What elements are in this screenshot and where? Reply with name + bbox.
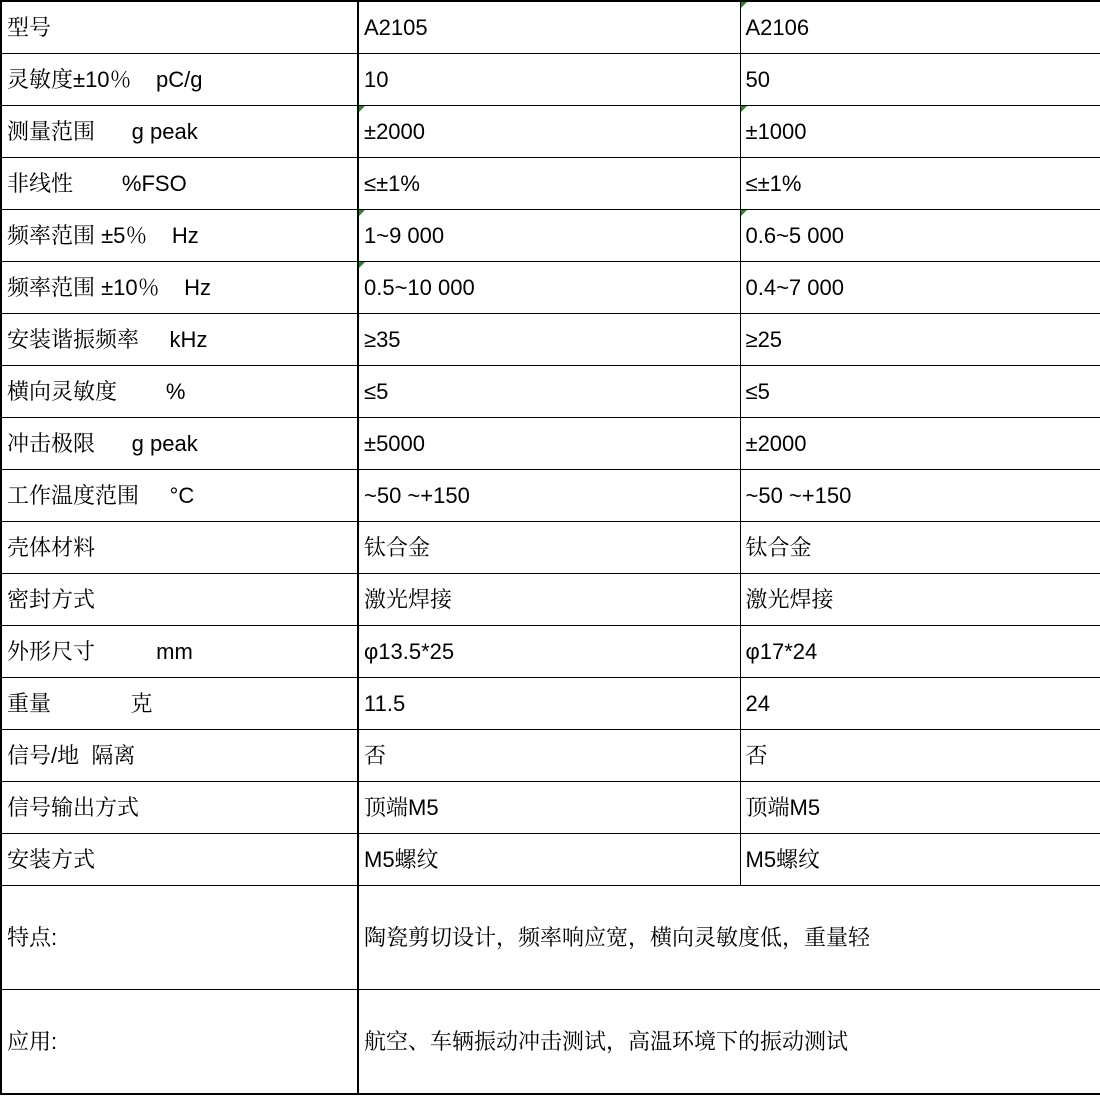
value-a2106: 钛合金 (740, 522, 1100, 574)
application-row (1, 990, 1100, 1095)
table-row (1, 626, 1100, 678)
value-a2106: ±1000 (740, 106, 1100, 158)
value-a2106: ≤±1% (740, 158, 1100, 210)
spec-table-body (1, 1, 1100, 1094)
row-label: 工作温度范围 °C (1, 470, 358, 522)
table-row (1, 54, 1100, 106)
table-row (1, 834, 1100, 886)
value-a2106: ±2000 (740, 418, 1100, 470)
value-a2105: 11.5 (358, 678, 740, 730)
table-row (1, 418, 1100, 470)
application-value: 航空、车辆振动冲击测试，高温环境下的振动测试 (358, 990, 1100, 1095)
value-a2105: 否 (358, 730, 740, 782)
table-row (1, 574, 1100, 626)
row-label: 灵敏度±10％ pC/g (1, 54, 358, 106)
table-row (1, 366, 1100, 418)
value-a2105: ≥35 (358, 314, 740, 366)
value-a2106: 0.4~7 000 (740, 262, 1100, 314)
value-a2106: 激光焊接 (740, 574, 1100, 626)
row-label: 安装谐振频率 kHz (1, 314, 358, 366)
row-label: 冲击极限 g peak (1, 418, 358, 470)
table-row (1, 158, 1100, 210)
row-label: 外形尺寸 mm (1, 626, 358, 678)
value-a2106: 顶端M5 (740, 782, 1100, 834)
row-label: 重量 克 (1, 678, 358, 730)
value-a2105: φ13.5*25 (358, 626, 740, 678)
value-a2106: M5螺纹 (740, 834, 1100, 886)
value-a2106: 0.6~5 000 (740, 210, 1100, 262)
value-a2105: M5螺纹 (358, 834, 740, 886)
value-a2105: 1~9 000 (358, 210, 740, 262)
value-a2106: ~50 ~+150 (740, 470, 1100, 522)
value-a2106: 否 (740, 730, 1100, 782)
row-label: 密封方式 (1, 574, 358, 626)
application-label: 应用: (1, 990, 358, 1095)
row-label: 安装方式 (1, 834, 358, 886)
value-a2105: ±5000 (358, 418, 740, 470)
value-a2105: 激光焊接 (358, 574, 740, 626)
row-label: 横向灵敏度 % (1, 366, 358, 418)
table-row (1, 314, 1100, 366)
features-label: 特点: (1, 886, 358, 990)
table-row (1, 522, 1100, 574)
value-a2106: 24 (740, 678, 1100, 730)
row-label: 测量范围 g peak (1, 106, 358, 158)
features-value: 陶瓷剪切设计，频率响应宽，横向灵敏度低，重量轻 (358, 886, 1100, 990)
table-row (1, 470, 1100, 522)
features-row (1, 886, 1100, 990)
value-a2105: A2105 (358, 1, 740, 54)
value-a2105: 10 (358, 54, 740, 106)
row-label: 频率范围 ±10％ Hz (1, 262, 358, 314)
value-a2106: A2106 (740, 1, 1100, 54)
table-row (1, 678, 1100, 730)
value-a2105: ~50 ~+150 (358, 470, 740, 522)
row-label: 信号输出方式 (1, 782, 358, 834)
value-a2105: 钛合金 (358, 522, 740, 574)
table-row (1, 1, 1100, 54)
table-row (1, 730, 1100, 782)
value-a2106: ≤5 (740, 366, 1100, 418)
value-a2106: φ17*24 (740, 626, 1100, 678)
table-row (1, 262, 1100, 314)
value-a2105: ≤±1% (358, 158, 740, 210)
table-row (1, 106, 1100, 158)
row-label: 信号/地 隔离 (1, 730, 358, 782)
value-a2105: 顶端M5 (358, 782, 740, 834)
row-label: 壳体材料 (1, 522, 358, 574)
row-label: 非线性 %FSO (1, 158, 358, 210)
value-a2105: ±2000 (358, 106, 740, 158)
row-label: 频率范围 ±5％ Hz (1, 210, 358, 262)
value-a2105: ≤5 (358, 366, 740, 418)
value-a2105: 0.5~10 000 (358, 262, 740, 314)
row-label: 型号 (1, 1, 358, 54)
table-row (1, 782, 1100, 834)
value-a2106: ≥25 (740, 314, 1100, 366)
value-a2106: 50 (740, 54, 1100, 106)
table-row (1, 210, 1100, 262)
